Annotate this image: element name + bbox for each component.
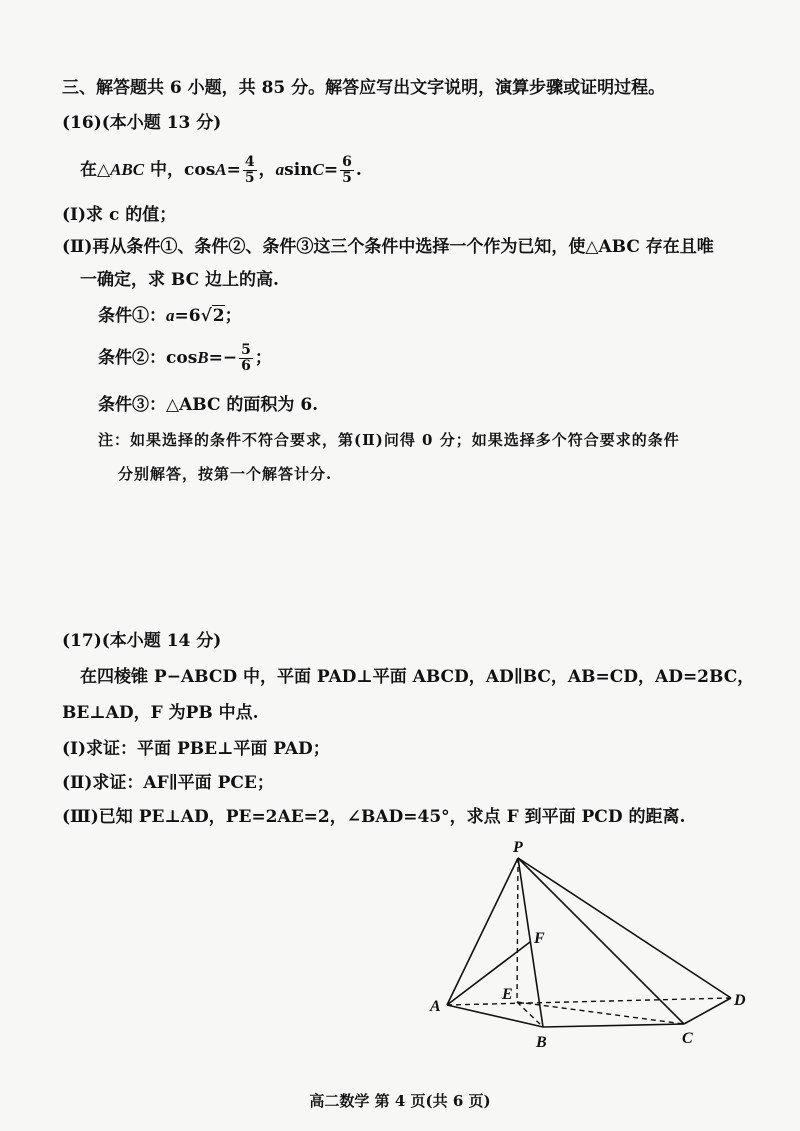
q17-part3: (Ⅲ)已知 PE⊥AD，PE=2AE=2，∠BAD=45°，求点 F 到平面 PCD 的距离. — [62, 807, 686, 827]
q16-part2-line1: (Ⅱ)再从条件①、条件②、条件③这三个条件中选择一个作为已知，使△ABC 存在且唯 — [62, 237, 714, 257]
q16-part1: (Ⅰ)求 c 的值； — [62, 205, 177, 225]
q16-number: (16)(本小题 13 分) — [62, 113, 222, 133]
label-C: C — [682, 1030, 693, 1047]
edge-PD — [518, 858, 731, 998]
q16-note-line2: 分别解答，按第一个解答计分. — [118, 465, 333, 483]
segment-PE-hidden — [517, 858, 518, 1002]
q17-stem-line2: BE⊥AD，F 为PB 中点. — [62, 703, 259, 723]
label-E: E — [502, 986, 513, 1003]
section-header: 三、解答题共 6 小题，共 85 分。解答应写出文字说明，演算步骤或证明过程。 — [62, 78, 666, 98]
label-B: B — [536, 1034, 547, 1051]
label-D: D — [734, 992, 746, 1009]
page-footer: 高二数学 第 4 页(共 6 页) — [309, 1092, 491, 1110]
edge-AD-hidden — [447, 998, 731, 1005]
q17-stem-line1: 在四棱锥 P−ABCD 中，平面 PAD⊥平面 ABCD，AD∥BC，AB=CD，AD=2BC， — [80, 667, 755, 687]
q16-stem: 在△ABC 中，cosA= $\frac{4}{5}$ ，asinC= $\frac{6}{5}$ . — [80, 154, 362, 186]
edge-AB — [447, 1005, 543, 1027]
edge-PA — [447, 858, 518, 1005]
q16-condition2: 条件②：cosB=− $\frac{5}{6}$ ； — [98, 342, 272, 374]
q17-part1: (Ⅰ)求证：平面 PBE⊥平面 PAD； — [62, 739, 330, 759]
q17-number: (17)(本小题 14 分) — [62, 631, 222, 651]
edge-BC — [543, 1024, 684, 1027]
q16-note-line1: 注：如果选择的条件不符合要求，第(Ⅱ)问得 0 分；如果选择多个符合要求的条件 — [98, 431, 680, 449]
q16-part2-line2: 一确定，求 BC 边上的高. — [80, 270, 279, 290]
label-F: F — [534, 930, 545, 947]
label-A: A — [430, 998, 441, 1015]
label-P: P — [513, 839, 523, 856]
fraction-4-5: $\frac{4}{5}$ — [244, 154, 255, 186]
q17-part2: (Ⅱ)求证：AF∥平面 PCE； — [62, 773, 274, 793]
q16-condition3: 条件③：△ABC 的面积为 6. — [98, 395, 319, 415]
fraction-6-5: $\frac{6}{5}$ — [342, 154, 352, 186]
fraction-5-6: $\frac{5}{6}$ — [241, 342, 251, 374]
q16-condition1: 条件①：a=6√2； — [98, 306, 242, 326]
edge-CD — [684, 998, 731, 1024]
